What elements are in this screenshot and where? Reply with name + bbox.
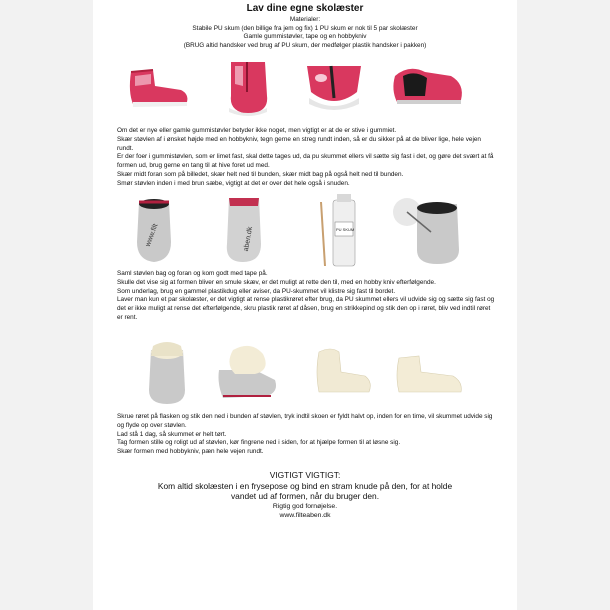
- paragraph: Skær formen med hobbykniv, pæn hele vejen rundt.: [117, 448, 264, 456]
- photo-pink-boot-side: [123, 62, 193, 112]
- materials-line: (BRUG altid handsker ved brug af PU skum, der medfølger plastik handsker i pakken): [183, 41, 427, 49]
- photo-taped-boot-2: [221, 194, 265, 266]
- paragraph: Skulle det vise sig at formen bliver en smule skæv, er det muligt at rette den til, med en hobby kniv efterfølgende.: [117, 278, 436, 286]
- photo-foam-mold-finished: [391, 346, 467, 398]
- photo-taped-boot-1: [133, 194, 175, 266]
- instructions-section-1: [117, 127, 497, 189]
- tape-text: www.filt: [144, 223, 160, 248]
- important-heading: VIGTIGT VIGTIGT:: [269, 470, 341, 480]
- can-label: PU SKUM: [336, 227, 355, 232]
- paragraph: Skær støvlen af i ønsket højde med en hobbykniv, tegn gerne en streg rundt inden, så er du sikker på at de bliver lige, hele vejen rundt.: [117, 135, 481, 152]
- photo-pink-boot-opened: [303, 58, 365, 114]
- closing-text: Rigtig god fornøjelse.: [272, 502, 338, 510]
- document-page: [93, 0, 517, 610]
- paragraph: Lad stå 1 dag, så skummet er helt tørt.: [117, 430, 227, 438]
- photo-boot-filled-foam: [145, 340, 189, 406]
- website-link[interactable]: www.filteaben.dk: [279, 511, 331, 519]
- photo-pink-boot-front-cut: [223, 56, 273, 118]
- important-text: Kom altid skolæsten i en frysepose og bind en stram knude på den, for at holde vandet ud af formen, når du bruger den.: [157, 480, 453, 502]
- paragraph: Som underlag, brug en gammel plastikdug eller aviser, da PU-skummet vil klistre sig fast til bordet.: [117, 287, 396, 295]
- photo-foam-mold-rough: [313, 346, 375, 398]
- photo-boot-with-nozzle: [387, 192, 463, 268]
- tape-text: aben.dk: [242, 226, 255, 252]
- materials-line: Stabile PU skum (den billige fra jem og fix) 1 PU skum er nok til 5 par skolæster: [192, 24, 418, 32]
- paragraph: Skær midt foran som på billedet, skær helt ned til bunden, skær midt bag på også helt ned til bunden.: [117, 170, 404, 178]
- photo-pink-boot-inside: [389, 62, 467, 110]
- materials-heading: Materialer:: [289, 16, 321, 23]
- materials-line: Gamle gummistøvler, tape og en hobbykniv: [243, 33, 367, 41]
- paragraph: Smør støvlen inden i med brun sæbe, vigtigt at det er over det hele også i snuden.: [117, 179, 350, 187]
- instructions-section-2: [117, 270, 497, 323]
- photo-pu-foam-can: [315, 190, 365, 270]
- paragraph: Tag formen stille og roligt ud af støvlen, kør fingrene ned i siden, for at hjælpe formen til at løsne sig.: [117, 439, 401, 447]
- paragraph: Om det er nye eller gamle gummistøvler betyder ikke noget, men vigtigt er at de er stive i gummiet.: [117, 127, 397, 134]
- paragraph: Saml støvlen bag og foran og kom godt med tape på.: [117, 270, 268, 277]
- paragraph: Laver man kun et par skolæster, er det vigtigt at rense plastikrøret efter brug, da PU skummet ellers vil udvide sig og sætte sig fast og det er ikke muligt at rense det efterfølgende, skru plastik røret af dåsen, brug en strikkepind og stik den op i røret, bliv ved indtil røret er rent.: [117, 296, 495, 321]
- paragraph: Er der foer i gummistøvlen, som er limet fast, skal dette tages ud, da pu skummet ellers vil sætte sig fast i det, og gøre det svært at få formen ud, brug gerne en tang til at hive foret ud med.: [117, 153, 494, 170]
- materials-block: [93, 16, 517, 50]
- photo-foam-overflow: [215, 340, 281, 402]
- paragraph: Skrue røret på flasken og stik den ned i bunden af støvlen, tryk indtil skoen er fyldt halvt op, inden for en time, vil skummet udvide sig og flyde op over støvlen.: [117, 413, 493, 429]
- important-block: [93, 470, 517, 520]
- page-title: Lav dine egne skolæster: [246, 3, 364, 14]
- instructions-section-3: [117, 413, 497, 457]
